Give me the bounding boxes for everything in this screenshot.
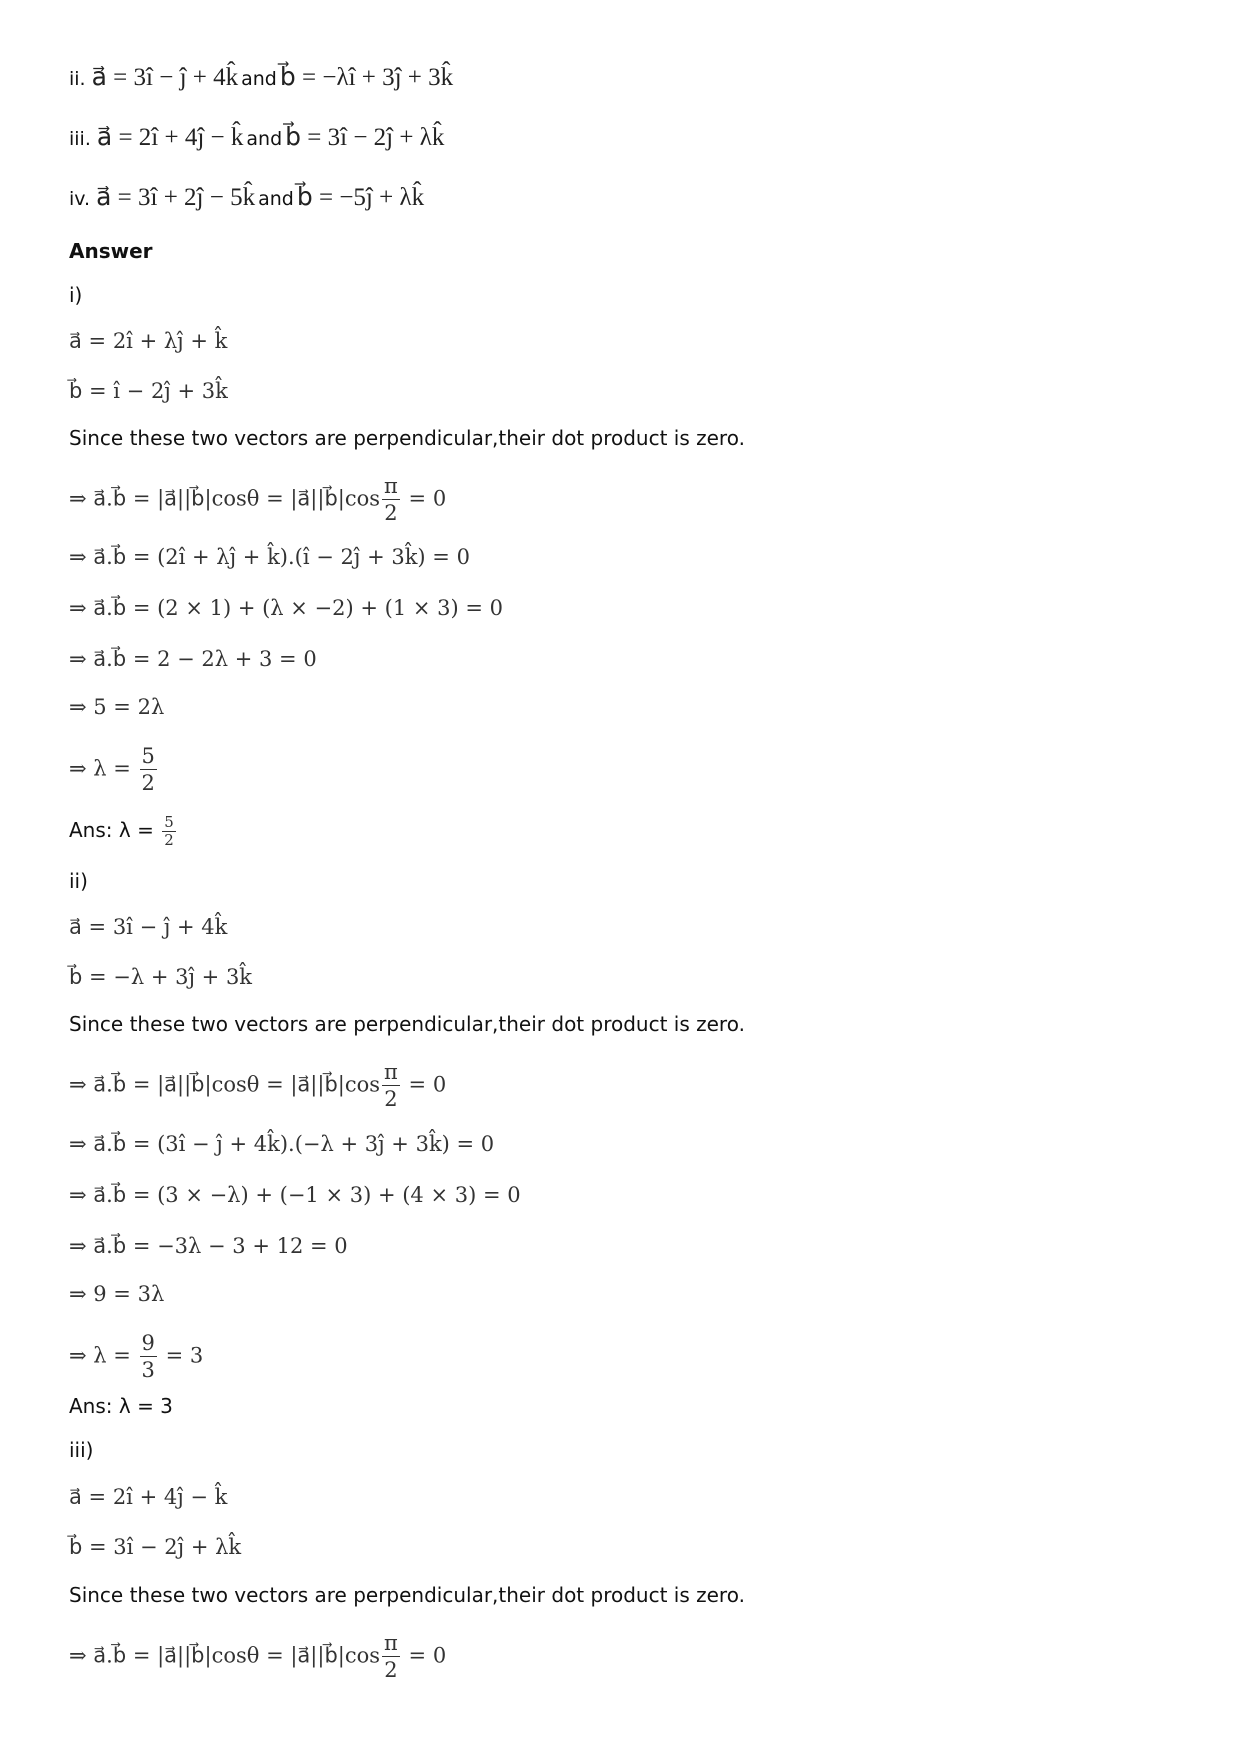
vector-a-line: a⃗ = 2î + 4ĵ − k̂ [69,1485,228,1509]
fraction-denominator: 2 [384,1658,398,1682]
fraction-denominator: 2 [141,771,155,795]
dot-product-cos-line [69,1633,446,1681]
vector-a: a⃗ = 2î + 4ĵ − k̂ [96,124,244,151]
cos-left: ⇒ a⃗.b⃗ = |a⃗||b⃗|cosθ = |a⃗||b⃗|cos [69,1643,381,1668]
lambda-right: = 3 [165,1343,204,1368]
dot-product-cos-line [69,1062,446,1110]
lambda-result-line [69,1333,203,1381]
part-label: i) [69,283,83,307]
fraction-numerator: π [384,1631,398,1655]
fraction-numerator: 5 [164,813,174,831]
perpendicular-statement: Since these two vectors are perpendicular,their dot product is zero. [69,1012,745,1036]
dot-product-cos-line [69,476,446,524]
answer-fraction [162,815,176,848]
step-line: ⇒ a⃗.b⃗ = (3î − ĵ + 4k̂).(−λ + 3ĵ + 3k̂) = 0 [69,1132,495,1156]
vector-b-line: b⃗ = −λ + 3ĵ + 3k̂ [69,965,253,989]
step-line: ⇒ a⃗.b⃗ = 2 − 2λ + 3 = 0 [69,647,317,671]
perpendicular-statement: Since these two vectors are perpendicular,their dot product is zero. [69,426,745,450]
vector-a: a⃗ = 3î + 2ĵ − 5k̂ [96,184,256,211]
step-line: ⇒ a⃗.b⃗ = −3λ − 3 + 12 = 0 [69,1234,348,1258]
question-iv [69,184,424,213]
lambda-left: ⇒ λ = [69,756,131,781]
and-word: and [246,128,283,150]
cos-right: = 0 [408,1643,447,1668]
step-line: ⇒ 5 = 2λ [69,695,165,719]
answer-line [69,815,178,848]
lambda-left: ⇒ λ = [69,1343,131,1368]
question-label: iv. [69,188,91,210]
vector-b: b⃗ = −λî + 3ĵ + 3k̂ [279,64,454,91]
step-line: ⇒ a⃗.b⃗ = (2î + λĵ + k̂).(î − 2ĵ + 3k̂) = 0 [69,545,470,569]
cos-right: = 0 [408,1072,447,1097]
step-line: ⇒ a⃗.b⃗ = (2 × 1) + (λ × −2) + (1 × 3) = 0 [69,596,503,620]
pi-over-2-fraction [382,1062,400,1110]
lambda-result-line [69,746,159,794]
pi-over-2-fraction [382,476,400,524]
lambda-fraction [140,746,157,794]
and-word: and [241,68,277,90]
question-ii [69,64,453,93]
vector-a: a⃗ = 3î − ĵ + 4k̂ [91,64,239,91]
answer-line: Ans: λ = 3 [69,1394,173,1418]
fraction-denominator: 2 [384,501,398,525]
lambda-fraction [140,1333,157,1381]
question-label: ii. [69,68,86,90]
fraction-numerator: π [384,1060,398,1084]
fraction-denominator: 2 [164,831,174,849]
fraction-numerator: 9 [141,1331,155,1355]
fraction-denominator: 3 [141,1358,155,1382]
question-label: iii. [69,128,91,150]
and-word: and [258,188,294,210]
vector-b-line: b⃗ = 3î − 2ĵ + λk̂ [69,1535,242,1559]
cos-left: ⇒ a⃗.b⃗ = |a⃗||b⃗|cosθ = |a⃗||b⃗|cos [69,1072,381,1097]
part-label: ii) [69,869,88,893]
answer-heading: Answer [69,239,153,263]
fraction-numerator: π [384,474,398,498]
pi-over-2-fraction [382,1633,400,1681]
vector-a-line: a⃗ = 2î + λĵ + k̂ [69,329,228,353]
fraction-numerator: 5 [141,744,155,768]
answer-label: Ans: λ = [69,818,154,842]
question-iii [69,124,444,153]
part-label: iii) [69,1438,94,1462]
vector-b: b⃗ = −5ĵ + λk̂ [296,184,425,211]
fraction-denominator: 2 [384,1087,398,1111]
vector-b-line: b⃗ = î − 2ĵ + 3k̂ [69,379,228,403]
cos-left: ⇒ a⃗.b⃗ = |a⃗||b⃗|cosθ = |a⃗||b⃗|cos [69,486,381,511]
perpendicular-statement: Since these two vectors are perpendicular,their dot product is zero. [69,1583,745,1607]
step-line: ⇒ a⃗.b⃗ = (3 × −λ) + (−1 × 3) + (4 × 3) = 0 [69,1183,521,1207]
vector-b: b⃗ = 3î − 2ĵ + λk̂ [285,124,445,151]
vector-a-line: a⃗ = 3î − ĵ + 4k̂ [69,915,228,939]
cos-right: = 0 [408,486,447,511]
step-line: ⇒ 9 = 3λ [69,1282,165,1306]
